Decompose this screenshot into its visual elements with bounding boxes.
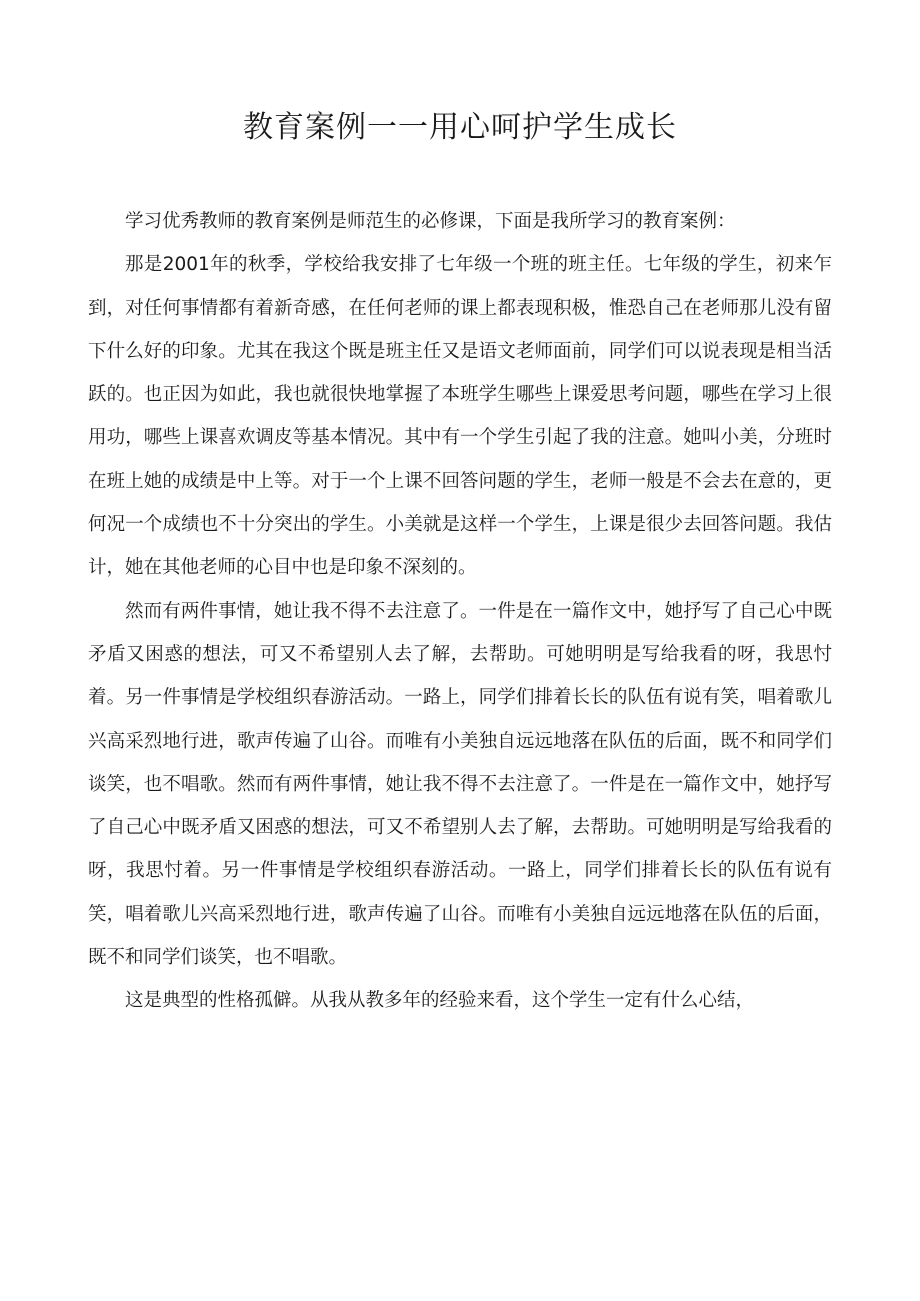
paragraph-two-events: 然而有两件事情，她让我不得不去注意了。一件是在一篇作文中，她抒写了自己心中既矛盾又困惑的想法，可又不希望别人去了解，去帮助。可她明明是写给我看的呀，我思忖着。另一件事情是学校组织春游活动。一路上，同学们排着长长的队伍有说有笑，唱着歌儿兴高采烈地行进，歌声传遍了山谷。而唯有小美独自远远地落在队伍的后面，既不和同学们谈笑，也不唱歌。然而有两件事情，她让我不得不去注意了。一件是在一篇作文中，她抒写了自己心中既矛盾又困惑的想法，可又不希望别人去了解，去帮助。可她明明是写给我看的呀，我思忖着。另一件事情是学校组织春游活动。一路上，同学们排着长长的队伍有说有笑，唱着歌儿兴高采烈地行进，歌声传遍了山谷。而唯有小美独自远远地落在队伍的后面，既不和同学们谈笑，也不唱歌。 bbox=[88, 600, 832, 969]
paragraph-intro: 学习优秀教师的教育案例是师范生的必修课，下面是我所学习的教育案例： bbox=[125, 211, 736, 232]
paragraph-analysis: 这是典型的性格孤僻。从我从教多年的经验来看，这个学生一定有什么心结， bbox=[125, 990, 755, 1012]
paragraph-background: 那是2001年的秋季，学校给我安排了七年级一个班的班主任。七年级的学生，初来乍到，对任何事情都有着新奇感，在任何老师的课上都表现积极，惟恐自己在老师那儿没有留下什么好的印象。尤其在我这个既是班主任又是语文老师面前，同学们可以说表现是相当活跃的。也正因为如此，我也就很快地掌握了本班学生哪些上课爱思考问题，哪些在学习上很用功，哪些上课喜欢调皮等基本情况。其中有一个学生引起了我的注意。她叫小美，分班时在班上她的成绩是中上等。对于一个上课不回答问题的学生，老师一般是不会去在意的，更何况一个成绩也不十分突出的学生。小美就是这样一个学生，上课是很少去回答问题。我估计，她在其他老师的心目中也是印象不深刻的。 bbox=[88, 254, 832, 579]
document-title: 教育案例一一用心呵护学生成长 bbox=[243, 110, 677, 145]
document-body bbox=[88, 200, 832, 1023]
